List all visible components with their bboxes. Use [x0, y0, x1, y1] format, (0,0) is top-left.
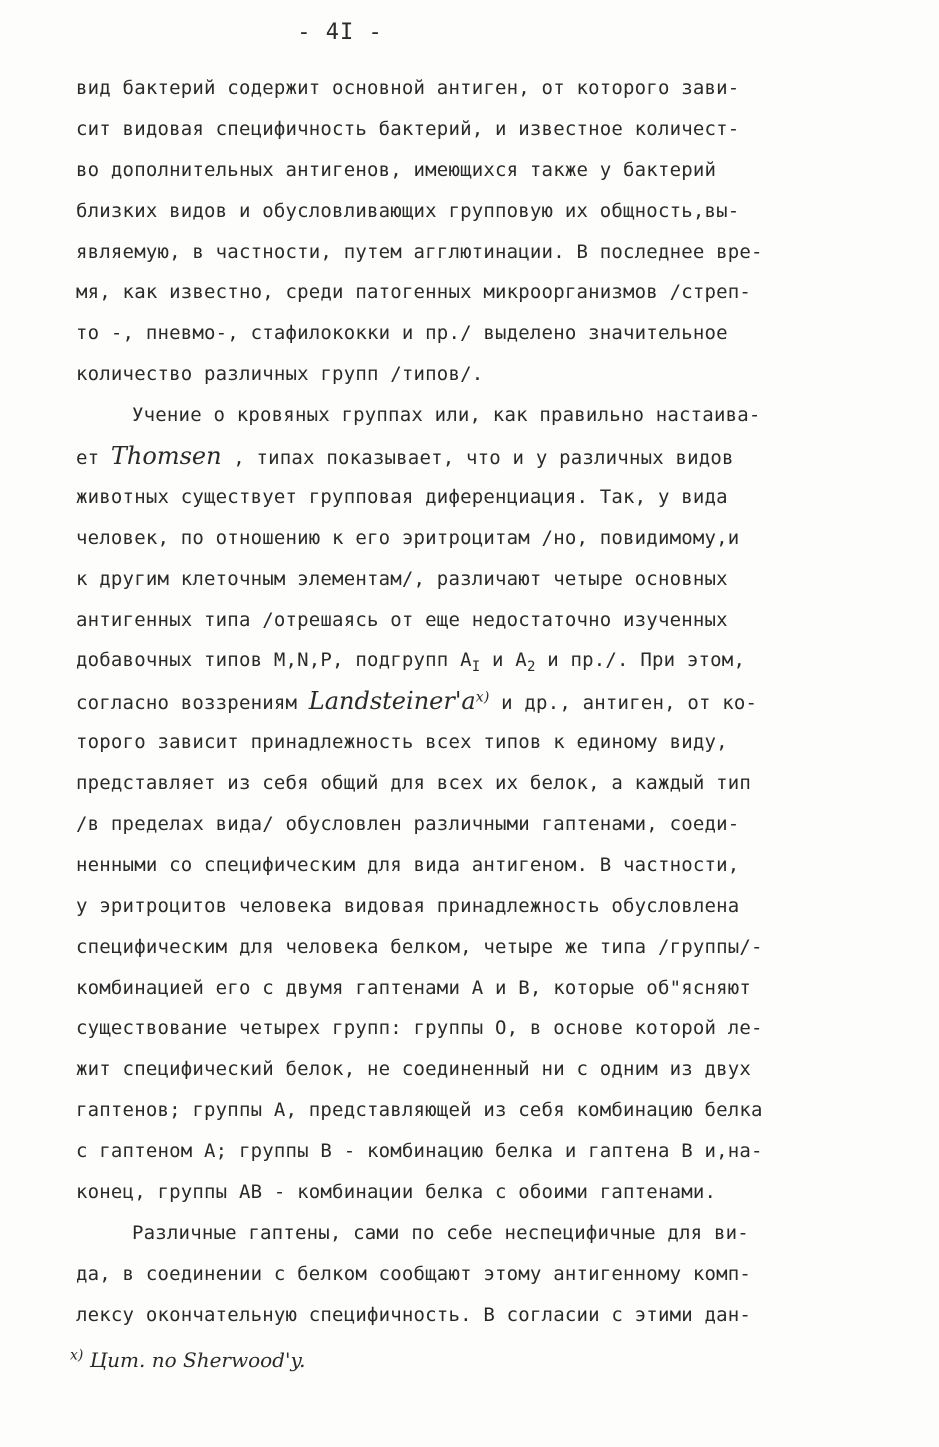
- text-line: Учение о кровяных группах или, как правильно настаива-: [132, 404, 761, 427]
- text-line: представляет из себя общий для всех их белок, а каждый тип: [76, 772, 752, 795]
- text-line: [76, 436, 876, 477]
- text-line: конец, группы AB - комбинации белка с обоими гаптенами.: [76, 1181, 717, 1204]
- handwritten-name-landsteiner: Landsteiner'a: [308, 687, 476, 716]
- text-line: комбинацией его с двумя гаптенами A и B, которые об"ясняют: [76, 976, 752, 999]
- text-fragment: согласно воззрениям: [76, 692, 298, 715]
- text-line: человек, по отношению к его эритроцитам /но, повидимому,и: [76, 526, 740, 549]
- text-line: животных существует групповая диференциация. Так, у вида: [76, 485, 728, 508]
- text-line: Различные гаптены, сами по себе неспецифичные для ви-: [132, 1221, 749, 1244]
- text-fragment: и пр./. При этом,: [535, 649, 746, 672]
- text-line: во дополнительных антигенов, имеющихся также у бактерий: [76, 158, 717, 181]
- text-line: жит специфический белок, не соединенный ни с одним из двух: [76, 1058, 752, 1081]
- page-number: - 4I -: [297, 20, 383, 45]
- footnote-text: Цит. по Sherwood'y.: [89, 1348, 306, 1372]
- footnote: [70, 1348, 305, 1372]
- text-line: [76, 640, 876, 681]
- text-line: количество различных групп /типов/.: [76, 363, 484, 386]
- text-line: существование четырех групп: группы O, в основе которой ле-: [76, 1017, 763, 1040]
- text-fragment: и A: [480, 649, 527, 672]
- text-line: специфическим для человека белком, четыре же типа /группы/-: [76, 935, 763, 958]
- text-line: гаптенов; группы A, представляющей из себя комбинацию белка: [76, 1099, 763, 1122]
- text-fragment: и др., антиген, от ко-: [501, 692, 758, 715]
- text-line: да, в соединении с белком сообщают этому антигенному комп-: [76, 1262, 752, 1285]
- body-text: [76, 68, 876, 1336]
- text-line: торого зависит принадлежность всех типов к единому виду,: [76, 731, 728, 754]
- text-line: с гаптеном A; группы B - комбинацию белка и гаптена B и,на-: [76, 1140, 763, 1163]
- text-line: антигенных типа /отрешаясь от еще недостаточно изученных: [76, 608, 728, 631]
- text-line: [76, 681, 876, 722]
- handwritten-name-thomsen: Thomsen: [110, 442, 222, 471]
- text-fragment: ет: [76, 447, 100, 470]
- text-line: к другим клеточным элементам/, различают четыре основных: [76, 567, 728, 590]
- text-fragment: добавочных типов M,N,P, подгрупп A: [76, 649, 472, 672]
- text-fragment: , типах показывает, что и у различных видов: [233, 447, 734, 470]
- text-line: сит видовая специфичность бактерий, и известное количест-: [76, 117, 740, 140]
- text-line: мя, как известно, среди патогенных микроорганизмов /стреп-: [76, 281, 752, 304]
- text-line: ненными со специфическим для вида антигеном. В частности,: [76, 853, 740, 876]
- subscript: I: [471, 659, 481, 676]
- text-line: вид бактерий содержит основной антиген, от которого зави-: [76, 77, 740, 99]
- text-line: то -, пневмо-, стафилококки и пр./ выделено значительное: [76, 322, 728, 345]
- footnote-mark: x): [70, 1347, 84, 1364]
- footnote-mark: x): [475, 690, 490, 707]
- subscript: 2: [526, 659, 536, 676]
- text-line: у эритроцитов человека видовая принадлежность обусловлена: [76, 894, 740, 917]
- text-line: являемую, в частности, путем агглютинации. В последнее вре-: [76, 240, 763, 263]
- text-line: лексу окончательную специфичность. В согласии с этими дан-: [76, 1303, 752, 1326]
- text-line: /в пределах вида/ обусловлен различными гаптенами, соеди-: [76, 813, 740, 836]
- text-line: близких видов и обусловливающих групповую их общность,вы-: [76, 199, 740, 222]
